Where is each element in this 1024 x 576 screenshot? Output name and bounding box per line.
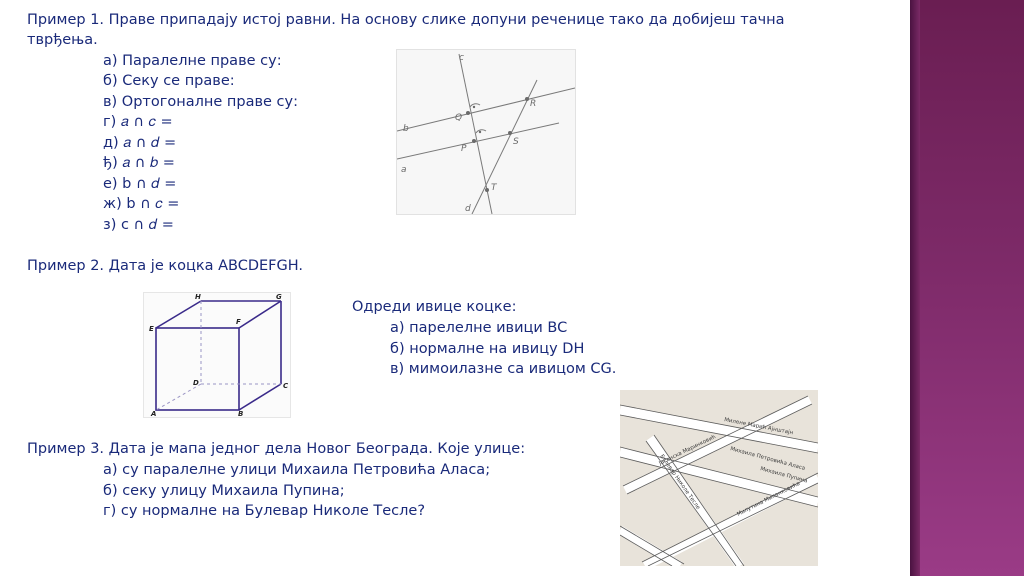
hidden-edge-da — [156, 384, 201, 410]
map-label-s4: Милутина Миланковића — [736, 480, 802, 518]
ex3-item-g: г) су нормалне на Булевар Николе Тесле? — [103, 503, 426, 519]
cube-label-a: A — [151, 410, 157, 417]
ex1-item-dj: ђ) 𝑎 ∩ 𝑏 = — [103, 155, 175, 171]
lines-diagram — [397, 50, 575, 214]
ex1-item-b: б) Секу се праве: — [103, 73, 235, 89]
ex1-title-line1: Пример 1. Праве припадају истој равни. На основу слике допуни реченице тако да добијеш тачна — [27, 12, 785, 28]
map-label-s6: Јасенска Маринковић — [658, 434, 717, 467]
label-d: d — [465, 204, 471, 214]
lines-figure — [397, 50, 575, 214]
ex1-item-zh: ж) b ∩ 𝑐 = — [103, 196, 180, 212]
ex2-item-b: б) нормалне на ивицу DH — [390, 341, 585, 357]
decorative-sidebar — [910, 0, 1024, 576]
cube-label-b: B — [238, 410, 244, 417]
cube-front-face — [156, 328, 239, 410]
label-p: P — [461, 144, 467, 154]
point-t — [485, 188, 489, 192]
line-b — [397, 88, 575, 131]
street-map — [620, 390, 818, 566]
label-c: c — [459, 53, 464, 63]
ex3-item-b: б) секу улицу Михаила Пупина; — [103, 483, 345, 499]
ex2-item-a: а) парелелне ивици BC — [390, 320, 568, 336]
ex1-item-z: з) c ∩ 𝑑 = — [103, 217, 174, 233]
street-map-drawing — [620, 390, 818, 566]
ex2-item-v: в) мимоилазне са ивицом CG. — [390, 361, 617, 377]
ex1-item-d: д) 𝑎 ∩ 𝑑 = — [103, 135, 177, 151]
cube-label-e: E — [149, 325, 154, 333]
label-t: T — [491, 183, 497, 193]
ex1-title-line2: тврђења. — [27, 32, 98, 48]
ex1-item-g: г) 𝑎 ∩ 𝑐 = — [103, 114, 173, 130]
ex1-item-a: а) Паралелне праве су: — [103, 53, 282, 69]
cube-label-h: H — [195, 293, 201, 301]
ex1-item-e: е) b ∩ 𝑑 = — [103, 176, 177, 192]
cube-diagram — [144, 293, 290, 417]
point-p — [472, 139, 476, 143]
map-label-s2: Михаила Петровића Аласа — [729, 446, 806, 472]
ex1-item-v: в) Ортогоналне праве су: — [103, 94, 298, 110]
ex2-task-title: Одреди ивице коцке: — [352, 299, 517, 315]
label-a: a — [401, 165, 407, 175]
cube-label-d: D — [193, 379, 199, 387]
point-q — [466, 111, 470, 115]
map-label-s1: Милене Марић Ајнштајн — [723, 417, 794, 437]
cube-figure — [144, 293, 290, 417]
point-r — [525, 97, 529, 101]
cube-label-f: F — [236, 318, 241, 326]
cube-label-g: G — [276, 293, 282, 301]
point-s — [508, 131, 512, 135]
line-a — [397, 123, 559, 159]
label-q: Q — [455, 113, 463, 123]
label-s: S — [513, 137, 519, 147]
map-label-s5: Булевар Николе Тесле — [658, 453, 701, 511]
ex2-title: Пример 2. Дата је коцка ABCDEFGH. — [27, 258, 304, 274]
map-label-s3: Михаила Пупина — [759, 466, 809, 485]
cube-label-c: C — [283, 382, 289, 390]
label-r: R — [530, 99, 537, 109]
ex3-title: Пример 3. Дата је мапа једног дела Новог Београда. Које улице: — [27, 441, 526, 457]
ex3-item-a: а) су паралелне улици Михаила Петровића Аласа; — [103, 462, 491, 478]
label-b: b — [403, 124, 409, 134]
